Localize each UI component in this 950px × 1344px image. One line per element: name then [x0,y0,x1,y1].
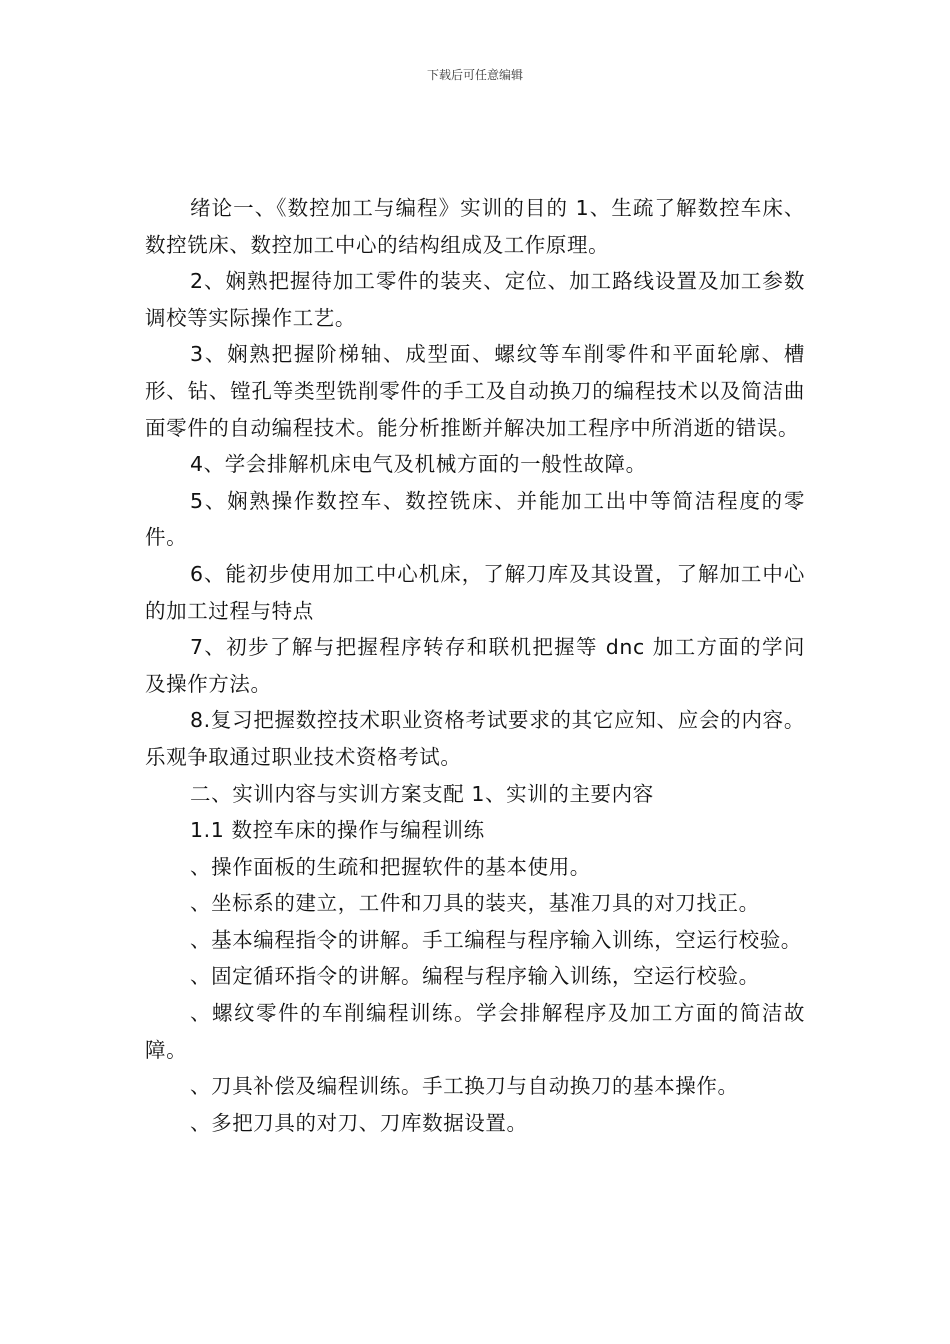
paragraph: 4、学会排解机床电气及机械方面的一般性故障。 [190,452,647,477]
list-item: 、刀具补偿及编程训练。手工换刀与自动换刀的基本操作。 [190,1074,739,1099]
list-item: 、操作面板的生疏和把握软件的基本使用。 [190,854,591,879]
header-note: 下载后可任意编辑 [426,68,523,82]
paragraph: 3、娴熟把握阶梯轴、成型面、螺纹等车削零件和平面轮廓、槽形、钻、镗孔等类型铣削零件的手工及自动换刀的编程技术以及简洁曲面零件的自动编程技术。能分析推断并解决加工程序中所消逝的错误。 [145,342,805,440]
subsection-heading: 1.1 数控车床的操作与编程训练 [190,818,485,843]
list-item: 、螺纹零件的车削编程训练。学会排解程序及加工方面的简洁故障。 [145,1001,805,1062]
paragraph: 7、初步了解与把握程序转存和联机把握等 dnc 加工方面的学问及操作方法。 [145,635,805,696]
paragraph: 绪论一、《数控加工与编程》实训的目的 1、生疏了解数控车床、数控铣床、数控加工中心的结构组成及工作原理。 [145,196,805,257]
list-item: 、坐标系的建立，工件和刀具的装夹，基准刀具的对刀找正。 [190,891,760,916]
list-item: 、基本编程指令的讲解。手工编程与程序输入训练，空运行校验。 [190,927,802,952]
paragraph: 8.复习把握数控技术职业资格考试要求的其它应知、应会的内容。乐观争取通过职业技术资格考试。 [145,708,805,769]
paragraph: 5、娴熟操作数控车、数控铣床、并能加工出中等简洁程度的零件。 [145,488,805,550]
document-body [145,190,805,1141]
list-item: 、固定循环指令的讲解。编程与程序输入训练，空运行校验。 [190,964,760,989]
section-heading: 二、实训内容与实训方案支配 1、实训的主要内容 [190,781,654,806]
paragraph: 6、能初步使用加工中心机床，了解刀库及其设置，了解加工中心的加工过程与特点 [145,561,805,623]
paragraph: 2、娴熟把握待加工零件的装夹、定位、加工路线设置及加工参数调校等实际操作工艺。 [145,269,805,330]
list-item: 、多把刀具的对刀、刀库数据设置。 [190,1110,528,1135]
